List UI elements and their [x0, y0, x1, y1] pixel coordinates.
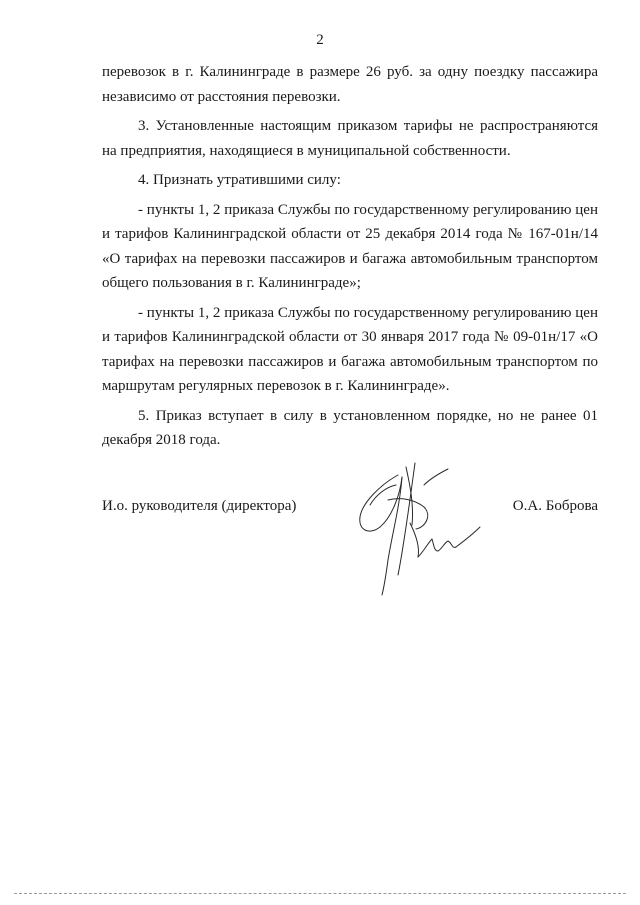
page-number: 2 — [316, 32, 324, 48]
bottom-scan-rule — [14, 893, 626, 895]
paragraph-item-3: 3. Установленные настоящим приказом тарифы не распространяются на предприятия, находящиеся в муниципальной собственности. — [102, 118, 598, 159]
paragraph-continuation: перевозок в г. Калининграде в размере 26 руб. за одну поездку пассажира независимо от расстояния перевозки. — [102, 64, 598, 105]
signer-title: И.о. руководителя (директора) — [102, 498, 297, 514]
paragraph-item-4: 4. Признать утратившими силу: — [138, 172, 341, 188]
handwritten-signature-icon — [340, 455, 490, 600]
paragraph-item-4-sub-2: - пункты 1, 2 приказа Службы по государственному регулированию цен и тарифов Калининградской области от 30 января 2017 года № 09-01н/17 «О тарифах на перевозки пассажиров и багажа автомобильным транспортом по маршрутам регулярных перевозок в г. Калининграде». — [102, 304, 598, 394]
paragraph-item-5: 5. Приказ вступает в силу в установленном порядке, но не ранее 01 декабря 2018 года. — [102, 407, 598, 448]
document-body — [102, 60, 598, 458]
paragraph-item-4-sub-1: - пункты 1, 2 приказа Службы по государственному регулированию цен и тарифов Калининградской области от 25 декабря 2014 года № 167-01н/14 «О тарифах на перевозки пассажиров и багажа автомобильным транспортом общего пользования в г. Калининграде»; — [102, 201, 598, 291]
signer-name: О.А. Боброва — [512, 498, 598, 514]
